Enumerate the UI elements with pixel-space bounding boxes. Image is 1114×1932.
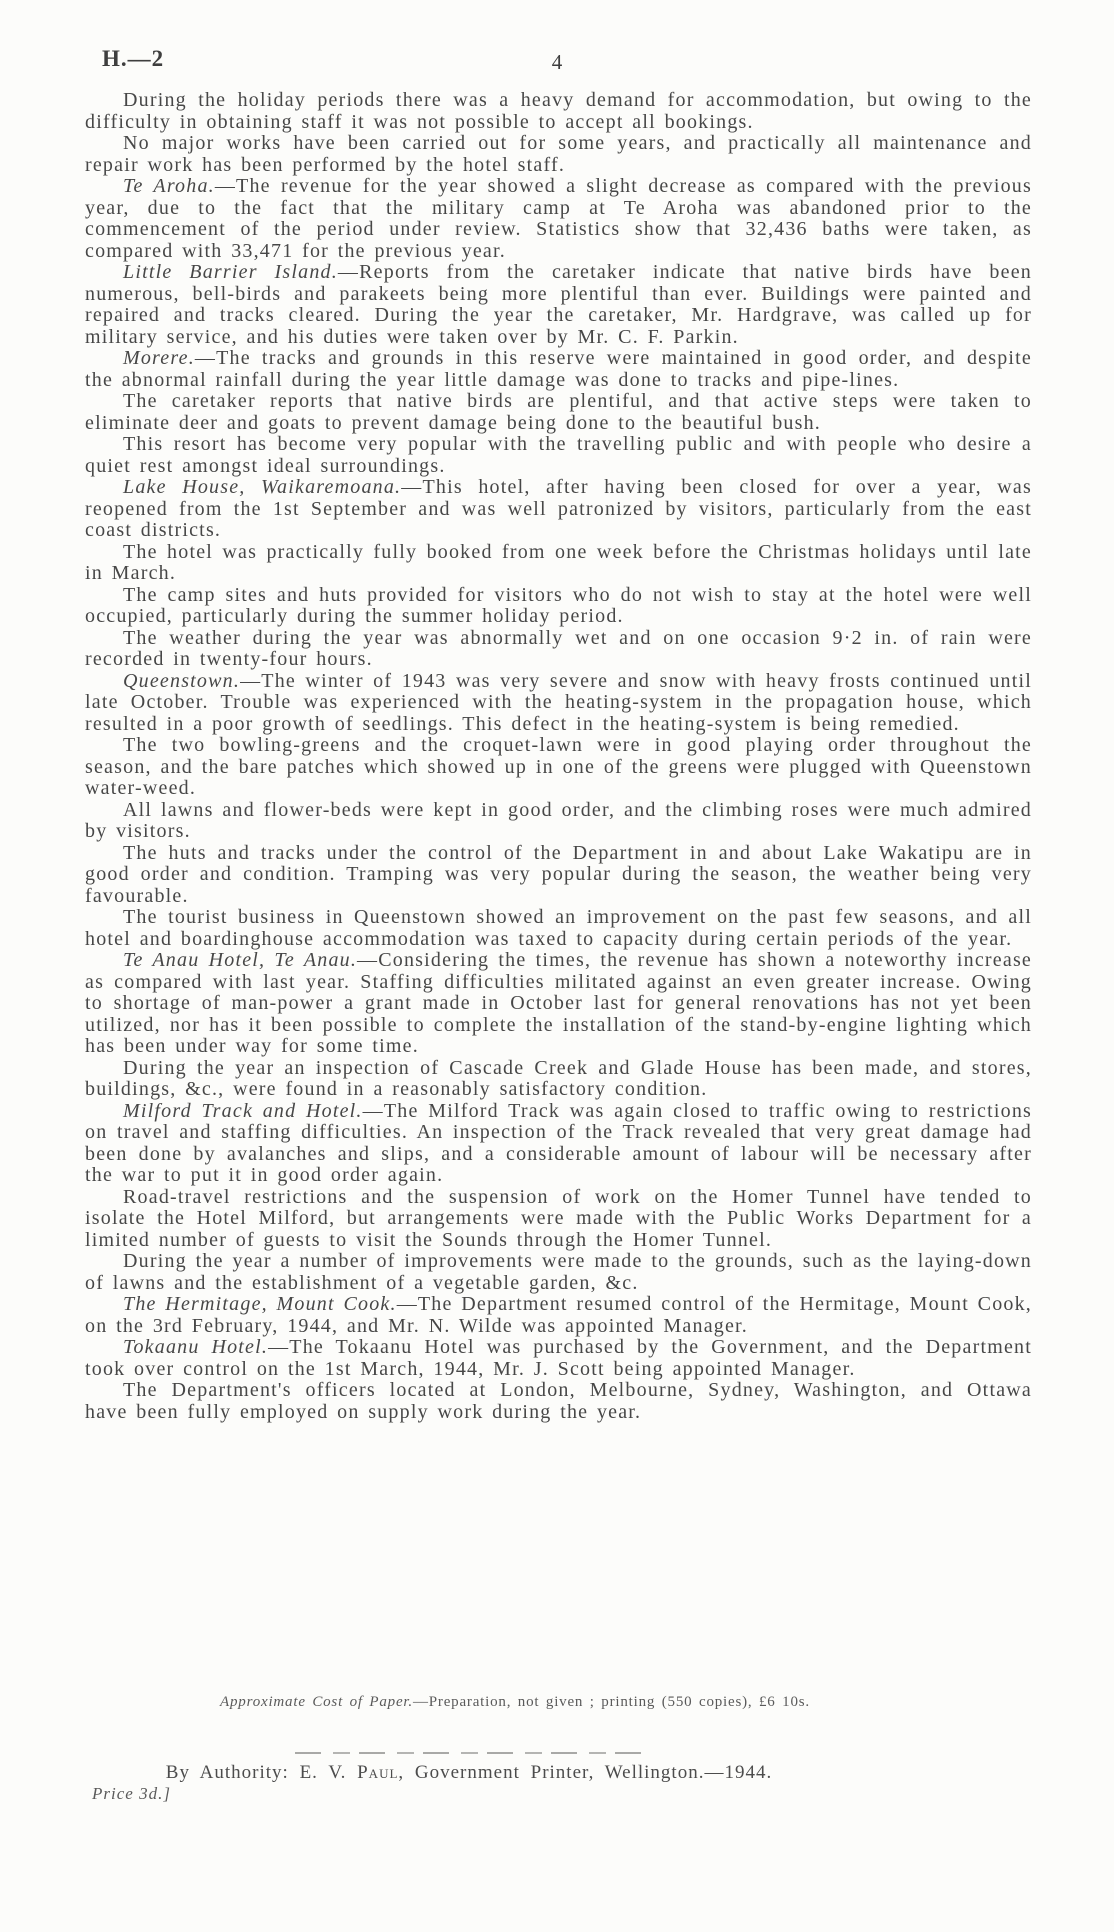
paragraph: [85, 843, 1032, 908]
paragraph: [85, 262, 1032, 348]
report-id: H.—2: [102, 46, 165, 71]
paragraph-lead: Morere.: [123, 347, 195, 369]
paragraph-text: The caretaker reports that native birds are plentiful, and that active steps were taken to eliminate deer and goats to prevent damage being done to the beautiful bush.: [85, 390, 1032, 434]
paragraph-text: —The Tokaanu Hotel was purchased by the Government, and the Department took over control on the 1st March, 1944, Mr. J. Scott being appointed Manager.: [85, 1336, 1032, 1380]
paragraph: [85, 477, 1032, 542]
body-text: [85, 90, 1032, 1423]
paragraph-text: —Reports from the caretaker indicate that native birds have been numerous, bell-birds and parakeets being more plentiful than ever. Buildings were painted and repaired and tracks cleared. During the year the caretaker, Mr. Hardgrave, was called up for military service, and his duties were taken over by Mr. C. F. Parkin.: [85, 261, 1032, 348]
paragraph: [85, 90, 1032, 133]
paragraph: [85, 1337, 1032, 1380]
paragraph: [85, 1187, 1032, 1252]
paragraph-lead: Queenstown.: [123, 669, 241, 692]
paragraph-text: The tourist business in Queenstown showed an improvement on the past few seasons, and all hotel and boardinghouse accommodation was taxed to capacity during certain periods of the year.: [85, 906, 1032, 950]
authority-suffix: , Government Printer, Wellington.—1944.: [398, 1762, 773, 1783]
paragraph-lead: Te Aroha.: [123, 175, 215, 197]
paragraph-text: During the year an inspection of Cascade Creek and Glade House has been made, and stores, buildings, &c., were found in a reasonably satisfactory condition.: [85, 1056, 1032, 1100]
price-note: Price 3d.]: [92, 1784, 171, 1803]
paragraph: [85, 434, 1032, 477]
paragraph-lead: The Hermitage, Mount Cook.: [123, 1293, 397, 1315]
paragraph-text: —The Milford Track was again closed to traffic owing to restrictions on travel and staffing difficulties. An inspection of the Track revealed that very great damage had been done by avalanches and slips, and a considerable amount of labour will be necessary after the war to put it in good order again.: [85, 1099, 1032, 1186]
paragraph: [85, 671, 1032, 736]
authority-line: [0, 1762, 938, 1784]
cost-note-text: —Preparation, not given ; printing (550 copies), £6 10s.: [412, 1694, 810, 1710]
paragraph: [85, 950, 1032, 1058]
paragraph: [85, 907, 1032, 950]
authority-prefix: By Authority: E. V.: [165, 1762, 358, 1783]
paragraph-lead: Tokaanu Hotel.: [123, 1336, 269, 1358]
paragraph-text: —The Department resumed control of the Hermitage, Mount Cook, on the 3rd February, 1944, and Mr. N. Wilde was appointed Manager.: [85, 1293, 1033, 1337]
paragraph: [85, 1294, 1032, 1337]
paragraph-lead: Milford Track and Hotel.: [123, 1099, 363, 1122]
paragraph: [85, 391, 1032, 434]
paragraph-text: —This hotel, after having been closed for over a year, was reopened from the 1st September and was well patronized by visitors, particularly from the east coast districts.: [85, 476, 1032, 541]
paragraph-text: During the year a number of improvements were made to the grounds, such as the laying-down of lawns and the establishment of a vegetable garden, &c.: [85, 1250, 1032, 1294]
paragraph-text: This resort has become very popular with the travelling public and with people who desire a quiet rest amongst ideal surroundings.: [85, 433, 1032, 477]
page-number: 4: [551, 50, 563, 74]
paragraph-text: The huts and tracks under the control of the Department in and about Lake Wakatipu are in good order and condition. Tramping was very popular during the season, the weather being very favourable.: [85, 841, 1032, 907]
printer-name: Paul: [357, 1762, 399, 1783]
paragraph-text: During the holiday periods there was a heavy demand for accommodation, but owing to the difficulty in obtaining staff it was not possible to accept all bookings.: [85, 89, 1032, 133]
cost-note-lead: Approximate Cost of Paper.: [220, 1694, 413, 1710]
paragraph-text: The hotel was practically fully booked from one week before the Christmas holidays until late in March.: [85, 540, 1032, 584]
paragraph: [85, 800, 1032, 843]
paragraph-lead: Te Anau Hotel, Te Anau.: [123, 949, 358, 971]
paragraph-text: The weather during the year was abnormally wet and on one occasion 9·2 in. of rain were recorded in twenty-four hours.: [85, 626, 1032, 670]
paragraph: [85, 1251, 1032, 1294]
paragraph-text: The two bowling-greens and the croquet-lawn were in good playing order throughout the season, and the bare patches which showed up in one of the greens were plugged with Queenstown water-weed.: [85, 734, 1032, 799]
paragraph-text: All lawns and flower-beds were kept in good order, and the climbing roses were much admired by visitors.: [85, 798, 1032, 842]
paragraph-text: The camp sites and huts provided for visitors who do not wish to stay at the hotel were well occupied, particularly during the summer holiday period.: [85, 583, 1032, 627]
paragraph: [85, 585, 1032, 628]
cost-note: [0, 1694, 1030, 1711]
paragraph: [85, 735, 1032, 800]
paragraph: [85, 1101, 1032, 1187]
paragraph: [85, 542, 1032, 585]
paragraph-text: —The tracks and grounds in this reserve were maintained in good order, and despite the abnormal rainfall during the year little damage was done to tracks and pipe-lines.: [85, 347, 1032, 391]
paragraph-text: The Department's officers located at London, Melbourne, Sydney, Washington, and Ottawa have been fully employed on supply work during the year.: [85, 1379, 1032, 1423]
paragraph: [85, 348, 1032, 391]
paragraph-text: —The winter of 1943 was very severe and snow with heavy frosts continued until late October. Trouble was experienced with the heating-system in the propagation house, which resulted in a poor growth of seedlings. This defect in the heating-system is being remedied.: [85, 669, 1032, 735]
paragraph: [85, 628, 1032, 671]
paragraph: [85, 1380, 1032, 1423]
paragraph: [85, 133, 1032, 176]
paragraph-text: Road-travel restrictions and the suspension of work on the Homer Tunnel have tended to isolate the Hotel Milford, but arrangements were made with the Public Works Department for a limited number of guests to visit the Sounds through the Homer Tunnel.: [85, 1185, 1032, 1251]
paragraph: [85, 1058, 1032, 1101]
paragraph-lead: Little Barrier Island.: [123, 261, 338, 283]
paragraph-text: —Considering the times, the revenue has shown a noteworthy increase as compared with last year. Staffing difficulties militated against an even greater increase. Owing to shortage of man-power a grant made in October last for general renovations has not yet been utilized, nor has it been possible to complete the installation of the stand-by-engine lighting which has been under way for some time.: [85, 949, 1032, 1057]
footer-divider: [295, 1752, 643, 1754]
paragraph-text: —The revenue for the year showed a slight decrease as compared with the previous year, due to the fact that the military camp at Te Aroha was abandoned prior to the commencement of the period under review. Statistics show that 32,436 baths were taken, as compared with 33,471 for the previous year.: [85, 175, 1032, 262]
paragraph-text: No major works have been carried out for some years, and practically all maintenance and repair work has been performed by the hotel staff.: [85, 132, 1032, 176]
paragraph: [85, 176, 1032, 262]
paragraph-lead: Lake House, Waikaremoana.: [123, 476, 402, 498]
